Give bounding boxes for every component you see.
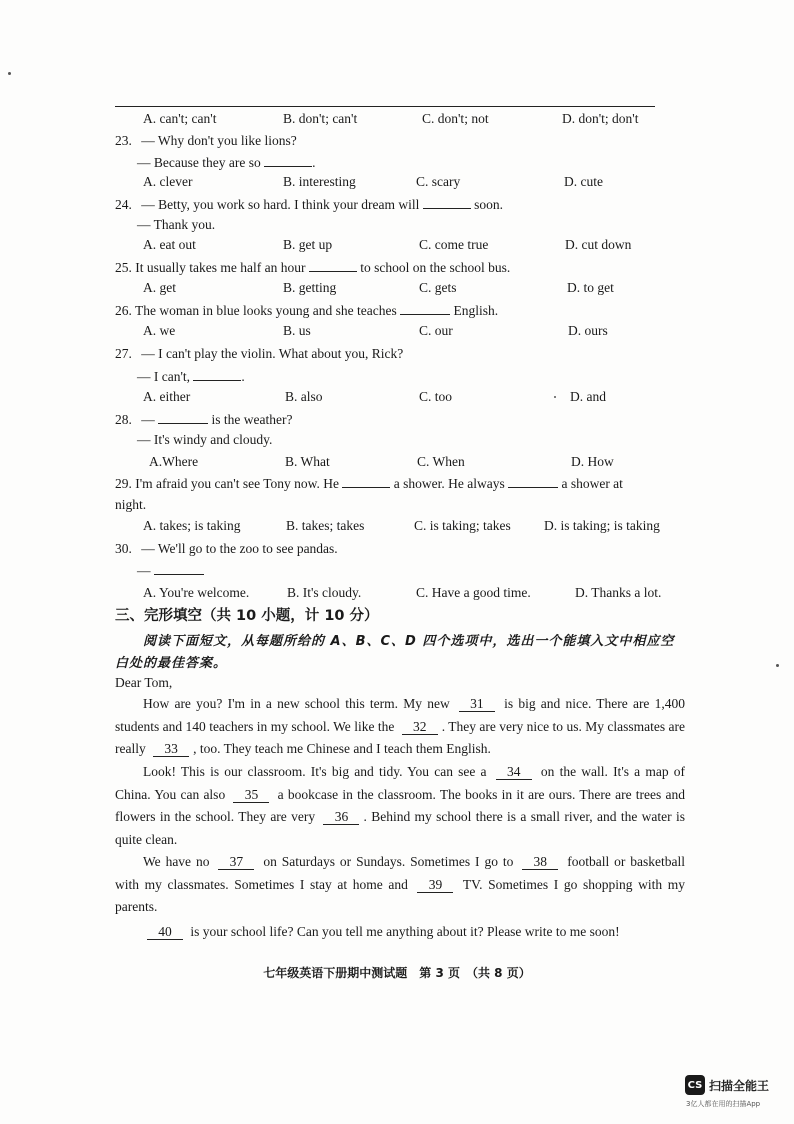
option-c: C. gets: [419, 280, 457, 295]
question-line: is the weather?: [211, 412, 293, 427]
question-23: [115, 133, 297, 149]
dash: —: [141, 412, 155, 427]
letter-paragraph-3: [115, 851, 685, 919]
option-b: B. get up: [283, 237, 333, 252]
question-number: 30.: [115, 541, 132, 556]
option-a: A. get: [143, 280, 176, 295]
text: . They are very nice to us. My classmates are really: [115, 718, 685, 756]
scan-speck: [776, 664, 779, 667]
option-d: D. cute: [564, 174, 603, 189]
option-c: C. When: [417, 454, 465, 469]
option-b: B. takes; takes: [286, 518, 365, 533]
question-number: 28.: [115, 412, 132, 427]
scan-speck: [8, 72, 11, 75]
text: We have no: [143, 854, 210, 869]
question-line: — Betty, you work so hard. I think your dream will: [141, 197, 420, 212]
options-q25: [143, 280, 703, 298]
option-a: A. eat out: [143, 237, 196, 252]
option-b: B. us: [283, 323, 311, 338]
option-d: D. How: [571, 454, 614, 469]
option-a: A. we: [143, 323, 176, 338]
question-text: It usually takes me half an hour: [135, 260, 306, 275]
question-text: The woman in blue looks young and she teaches: [135, 303, 397, 318]
question-line: — We'll go to the zoo to see pandas.: [141, 541, 338, 556]
option-b: B. It's cloudy.: [287, 585, 362, 600]
question-text-end: a shower at: [561, 476, 623, 491]
text: How are you? I'm in a new school this term. My new: [143, 696, 450, 711]
blank-33: 33: [153, 742, 189, 757]
question-23-answer: — Because they are so .: [137, 155, 316, 170]
question-number: 23.: [115, 133, 132, 148]
blank-38: 38: [522, 855, 558, 870]
question-text-end: English.: [453, 303, 499, 318]
question-27-answer: — I can't, .: [137, 369, 245, 384]
option-c: C. don't; not: [422, 111, 489, 126]
option-c: C. come true: [419, 237, 489, 252]
option-d: D. ours: [568, 323, 608, 338]
text: . Behind my school there is a small river, and the water is quite clean.: [115, 809, 685, 847]
question-line-end: soon.: [474, 197, 503, 212]
blank-39: 39: [417, 878, 453, 893]
question-29: [115, 475, 623, 492]
options-q22: [143, 111, 703, 129]
option-b: B. What: [285, 454, 330, 469]
option-b: B. don't; can't: [283, 111, 358, 126]
blank: [154, 562, 204, 575]
option-a: A. takes; is taking: [143, 518, 241, 533]
options-q30: [143, 585, 703, 603]
option-a: A.Where: [149, 454, 199, 469]
blank: [400, 302, 450, 315]
blank-31: 31: [459, 697, 495, 712]
watermark-name: 扫描全能王: [709, 1078, 770, 1093]
blank-35: 35: [233, 788, 269, 803]
text: is your school life? Can you tell me anything about it? Please write to me soon!: [190, 924, 620, 939]
question-number: 27.: [115, 346, 132, 361]
option-d: D. cut down: [565, 237, 632, 252]
question-number: 25.: [115, 260, 132, 275]
question-text: I'm afraid you can't see Tony now. He: [135, 476, 339, 491]
letter-paragraph-4: [115, 921, 685, 944]
option-d: D. Thanks a lot.: [575, 585, 662, 600]
dash: —: [137, 563, 151, 578]
question-29-continuation: night.: [115, 497, 147, 512]
blank-36: 36: [323, 810, 359, 825]
text: on Saturdays or Sundays. Sometimes I go to: [263, 854, 514, 869]
option-d: D. is taking; is taking: [544, 518, 660, 533]
question-number: 24.: [115, 197, 132, 212]
letter-paragraph-1: [115, 693, 685, 761]
text: on the wall. It's a map of China. You can also: [115, 764, 686, 802]
text: TV. Sometimes I go shopping with my parents.: [115, 876, 686, 914]
watermark-tagline: 3亿人都在用的扫描App: [686, 1100, 761, 1108]
text: football or basketball with my classmates. Sometimes I stay at home and: [115, 854, 686, 892]
option-c: C. Have a good time.: [416, 585, 531, 600]
question-26: [115, 302, 498, 319]
question-28-answer: — It's windy and cloudy.: [137, 432, 273, 447]
option-d: D. to get: [567, 280, 614, 295]
text: Look! This is our classroom. It's big and tidy. You can see a: [143, 764, 487, 779]
answer-line: — Because they are so: [137, 155, 261, 170]
option-b: B. getting: [283, 280, 337, 295]
option-c: C. scary: [416, 174, 461, 189]
option-b: B. interesting: [283, 174, 356, 189]
options-q23: [143, 174, 703, 192]
question-text-end: to school on the school bus.: [360, 260, 511, 275]
question-27: [115, 346, 403, 362]
blank: [508, 475, 558, 488]
scan-speck: [554, 396, 556, 398]
option-a: A. can't; can't: [143, 111, 217, 126]
options-q29: [143, 518, 703, 536]
text: , too. They teach me Chinese and I teach them English.: [193, 741, 491, 756]
blank-37: 37: [218, 855, 254, 870]
question-25: [115, 259, 510, 276]
text: a bookcase in the classroom. The books in it are ours. There are trees and flowers in the school. They are very: [115, 786, 686, 824]
section-title: 三、完形填空（共 10 小题，计 10 分）: [115, 608, 379, 624]
section-instruction: 阅读下面短文，从每题所给的 A、B、C、D 四个选项中，选出一个能填入文中相应空: [143, 634, 675, 649]
question-line: — Why don't you like lions?: [141, 133, 297, 148]
blank: [264, 154, 312, 167]
blank-40: 40: [147, 925, 183, 940]
camscanner-logo-icon: CS: [685, 1075, 705, 1095]
question-24: [115, 196, 503, 213]
section-instruction-cont: 白处的最佳答案。: [115, 656, 228, 671]
option-d: D. and: [570, 389, 606, 404]
blank: [423, 196, 471, 209]
option-a: A. clever: [143, 174, 193, 189]
top-rule: [115, 106, 655, 107]
letter-greeting: Dear Tom,: [115, 675, 173, 690]
letter-paragraph-2: [115, 761, 685, 851]
option-c: C. is taking; takes: [414, 518, 511, 533]
option-d: D. don't; don't: [562, 111, 639, 126]
question-text-mid: a shower. He always: [393, 476, 505, 491]
question-line: — I can't play the violin. What about you, Rick?: [141, 346, 404, 361]
blank-34: 34: [496, 765, 532, 780]
option-b: B. also: [285, 389, 323, 404]
question-number: 29.: [115, 476, 132, 491]
text: is big and nice. There are 1,400 students and 140 teachers in my school. We like the: [115, 696, 686, 734]
blank: [342, 475, 390, 488]
options-q24: [143, 237, 703, 255]
question-30: [115, 541, 338, 557]
blank: [158, 411, 208, 424]
blank-32: 32: [402, 720, 438, 735]
page-footer: 七年级英语下册期中测试题 第 3 页 （共 8 页）: [263, 966, 531, 980]
blank: [309, 259, 357, 272]
options-q28: [143, 454, 703, 472]
answer-line: — I can't,: [137, 369, 191, 384]
scanner-watermark: [685, 1075, 769, 1095]
options-q26: [143, 323, 703, 341]
question-30-answer: [137, 562, 204, 579]
question-28: [115, 411, 292, 428]
options-q27: [143, 389, 703, 407]
option-c: C. too: [419, 389, 453, 404]
question-number: 26.: [115, 303, 132, 318]
blank: [193, 368, 241, 381]
question-24-answer: — Thank you.: [137, 217, 216, 232]
option-c: C. our: [419, 323, 453, 338]
option-a: A. You're welcome.: [143, 585, 250, 600]
option-a: A. either: [143, 389, 191, 404]
